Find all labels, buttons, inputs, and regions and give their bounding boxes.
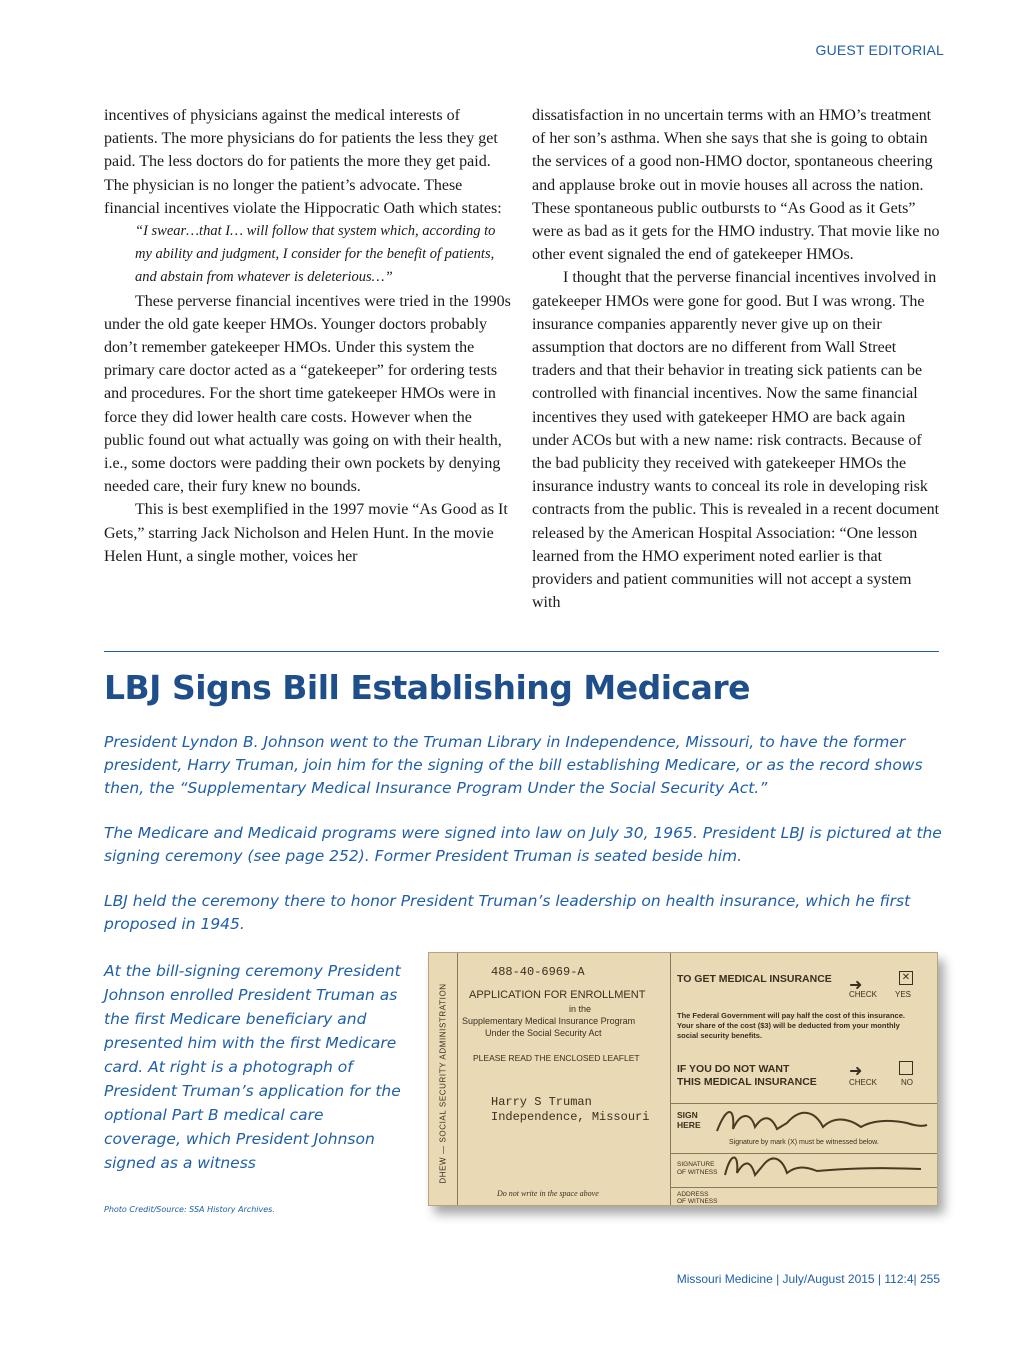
article-left-column — [104, 104, 514, 568]
card-footer-note: Do not write in the space above — [497, 1189, 599, 1198]
article-paragraph: This is best exemplified in the 1997 movie “As Good as It Gets,” starring Jack Nicholson and Helen Hunt. In the movie Helen Hunt, a single mother, voices her — [104, 501, 508, 565]
truman-signature — [711, 1101, 931, 1141]
card-app-act: Under the Social Security Act — [485, 1028, 602, 1038]
card-check-yes-label: CHECK — [849, 990, 878, 999]
article-paragraph: These perverse financial incentives were tried in the 1990s under the old gate keeper HMOs. Younger doctors probably don’t remember gatekeeper HMOs. Under this system the primary care doctor acted as a “gatekeeper” for ordering tests and procedures. For the short time gatekeeper HMOs were in force they did lower health care costs. However when the public found out what actually was going on with their health, i.e., some doctors were padding their own pockets by denying needed care, their fury knew no bounds. — [104, 292, 511, 496]
article-right-column — [532, 104, 942, 614]
johnson-signature — [721, 1149, 931, 1183]
card-sign-1: SIGN — [677, 1110, 698, 1120]
article-paragraph: incentives of physicians against the medical interests of patients. The more physicians do for patients the less they get paid. The less doctors do for patients the more they get paid. The physician is no longer the patient’s advocate. These financial incentives violate the Hippocratic Oath which states: — [104, 107, 502, 217]
card-app-in-the: in the — [569, 1004, 592, 1014]
card-yes: YES — [895, 990, 912, 999]
card-no-want-1: IF YOU DO NOT WANT — [677, 1063, 790, 1075]
card-app-title: APPLICATION FOR ENROLLMENT — [469, 989, 646, 1001]
page-footer: Missouri Medicine | July/August 2015 | 112:4| 255 — [676, 1272, 940, 1286]
hippocratic-quote: “I swear…that I… will follow that system which, according to my ability and judgment, I consider for the benefit of patients, and abstain from whatever is deleterious…” — [135, 223, 496, 286]
article-paragraph: dissatisfaction in no uncertain terms with an HMO’s treatment of her son’s asthma. When she says that she is going to obtain the services of a good non-HMO doctor, spontaneous cheering and applause broke out in movie houses all across the nation. These spontaneous public outbursts to “As Good as it Gets” were as bad as it gets for the HMO industry. That movie like no other event signaled the end of gatekeeper HMOs. — [532, 107, 940, 264]
card-no: NO — [901, 1078, 913, 1087]
sidebar-paragraph: The Medicare and Medicaid programs were signed into law on July 30, 1965. President LBJ is pictured at the signing ceremony (see page 252). Former President Truman is seated beside him. — [104, 824, 942, 865]
checkbox-no-icon — [899, 1061, 913, 1075]
card-sign-2: HERE — [677, 1120, 701, 1130]
card-addr-witness-1: ADDRESS — [677, 1191, 709, 1198]
card-get-insurance: TO GET MEDICAL INSURANCE — [677, 973, 832, 985]
card-city: Independence, Missouri — [491, 1110, 650, 1124]
arrow-right-icon: ➜ — [849, 1063, 863, 1080]
card-number: 488-40-6969-A — [491, 965, 585, 979]
sidebar-paragraph: LBJ held the ceremony there to honor President Truman’s leadership on health insurance, which he first proposed in 1945. — [104, 892, 911, 933]
article-paragraph: I thought that the perverse financial incentives involved in gatekeeper HMOs were gone for good. But I was wrong. The insurance companies apparently never give up on their assumption that doctors are no different from Wall Street traders and that their behavior in treating sick patients can be controlled with financial incentives. Now the same financial incentives they used with gatekeeper HMO are back again under ACOs but with a new name: risk contracts. Because of the bad publicity they received with gatekeeper HMOs the insurance industry wants to conceal its role in developing risk contracts from the public. This is revealed in a recent document released by the American Hospital Association: “One lesson learned from the HMO experiment noted earlier is that providers and patient communities will not accept a system with — [532, 269, 940, 612]
section-divider — [104, 651, 939, 652]
card-sig-witness-2: OF WITNESS — [677, 1169, 718, 1176]
sidebar-title: LBJ Signs Bill Establishing Medicare — [104, 668, 751, 707]
card-addr-witness-2: OF WITNESS — [677, 1198, 718, 1205]
arrow-right-icon: ➜ — [849, 977, 863, 994]
checkbox-yes-icon: ✕ — [899, 971, 913, 985]
sidebar-paragraph: President Lyndon B. Johnson went to the Truman Library in Independence, Missouri, to have the former president, Harry Truman, join him for the signing of the bill establishing Medicare, or as the record shows then, the “Supplementary Medical Insurance Program Under the Social Security Act.” — [104, 733, 923, 797]
card-name: Harry S Truman — [491, 1095, 592, 1109]
card-check-no-label: CHECK — [849, 1078, 878, 1087]
card-no-want-2: THIS MEDICAL INSURANCE — [677, 1076, 817, 1088]
card-leaflet: PLEASE READ THE ENCLOSED LEAFLET — [473, 1053, 640, 1063]
photo-credit: Photo Credit/Source: SSA History Archives. — [104, 1205, 275, 1214]
card-app-program: Supplementary Medical Insurance Program — [462, 1016, 636, 1026]
photo-caption: At the bill-signing ceremony President Johnson enrolled President Truman as the first Medicare beneficiary and presented him with the first Medicare card. At right is a photograph of President Truman’s application for the optional Part B medical care coverage, which President Johnson signed as a witness — [104, 962, 401, 1172]
card-mark-note: Signature by mark (X) must be witnessed below. — [729, 1139, 879, 1146]
medicare-application-card — [428, 952, 938, 1206]
card-side-label: DHEW — SOCIAL SECURITY ADMINISTRATION — [438, 982, 448, 1184]
card-federal-note: The Federal Government will pay half the cost of this insurance. Your share of the cost ($3) will be deducted from your monthly social security benefits. — [677, 1011, 905, 1040]
section-label: GUEST EDITORIAL — [815, 42, 944, 58]
card-sig-witness-1: SIGNATURE — [677, 1161, 715, 1168]
